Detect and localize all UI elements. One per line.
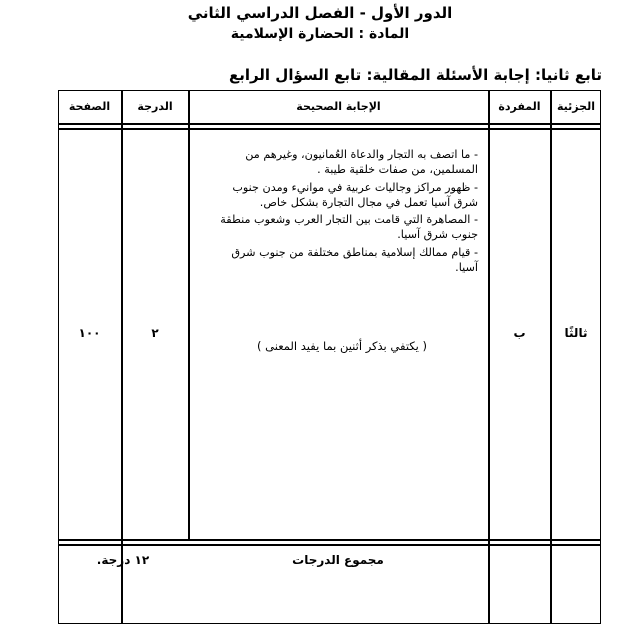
cell-page: ١٠٠ — [78, 326, 101, 340]
header-divider-double — [58, 128, 601, 130]
col-header-item: المفردة — [498, 100, 541, 113]
answer-point: - ما اتصف به التجار والدعاة العُمانيون، وغيرهم من المسلمين، من صفات خلقية طيبة . — [245, 148, 478, 177]
total-divider-double — [58, 544, 601, 546]
subject-heading: المادة : الحضارة الإسلامية — [230, 26, 410, 42]
col-header-score: الدرجة — [137, 100, 173, 113]
header-divider — [58, 123, 601, 125]
col-header-part: الجزئية — [557, 100, 595, 113]
section-title: تابع ثانيا: إجابة الأسئلة المقالية: تابع السؤال الرابع — [228, 66, 602, 84]
total-divider — [58, 539, 601, 541]
cell-score: ٢ — [151, 326, 159, 340]
col-divider-page — [121, 90, 123, 624]
total-label: مجموع الدرجات — [292, 553, 384, 567]
answer-point: - قيام ممالك إسلامية بمناطق مختلفة من جنوب شرق آسيا. — [231, 245, 478, 275]
col-divider-score — [188, 90, 190, 539]
exam-round-heading: الدور الأول - الفصل الدراسي الثاني — [187, 4, 453, 22]
col-header-answer: الإجابة الصحيحة — [296, 100, 381, 113]
col-header-page: الصفحة — [68, 100, 111, 113]
col-divider-answer — [488, 90, 490, 624]
answer-point: - المصاهرة التي قامت بين التجار العرب وشعوب منطقة جنوب شرق آسيا. — [220, 213, 478, 242]
col-divider-item — [550, 90, 552, 624]
answer-points — [206, 147, 478, 277]
cell-item: ب — [513, 326, 526, 340]
grading-note: ( يكتفي بذكر أثنين بما يفيد المعنى ) — [257, 339, 427, 353]
cell-part: ثالثًا — [564, 326, 588, 340]
answer-point: - ظهور مراكز وجاليات عربية في موانيء ومدن جنوب شرق آسيا تعمل في مجال التجارة بشكل خاص. — [232, 180, 478, 209]
total-value: ١٢ درجة. — [96, 553, 150, 567]
answer-table — [58, 90, 601, 624]
